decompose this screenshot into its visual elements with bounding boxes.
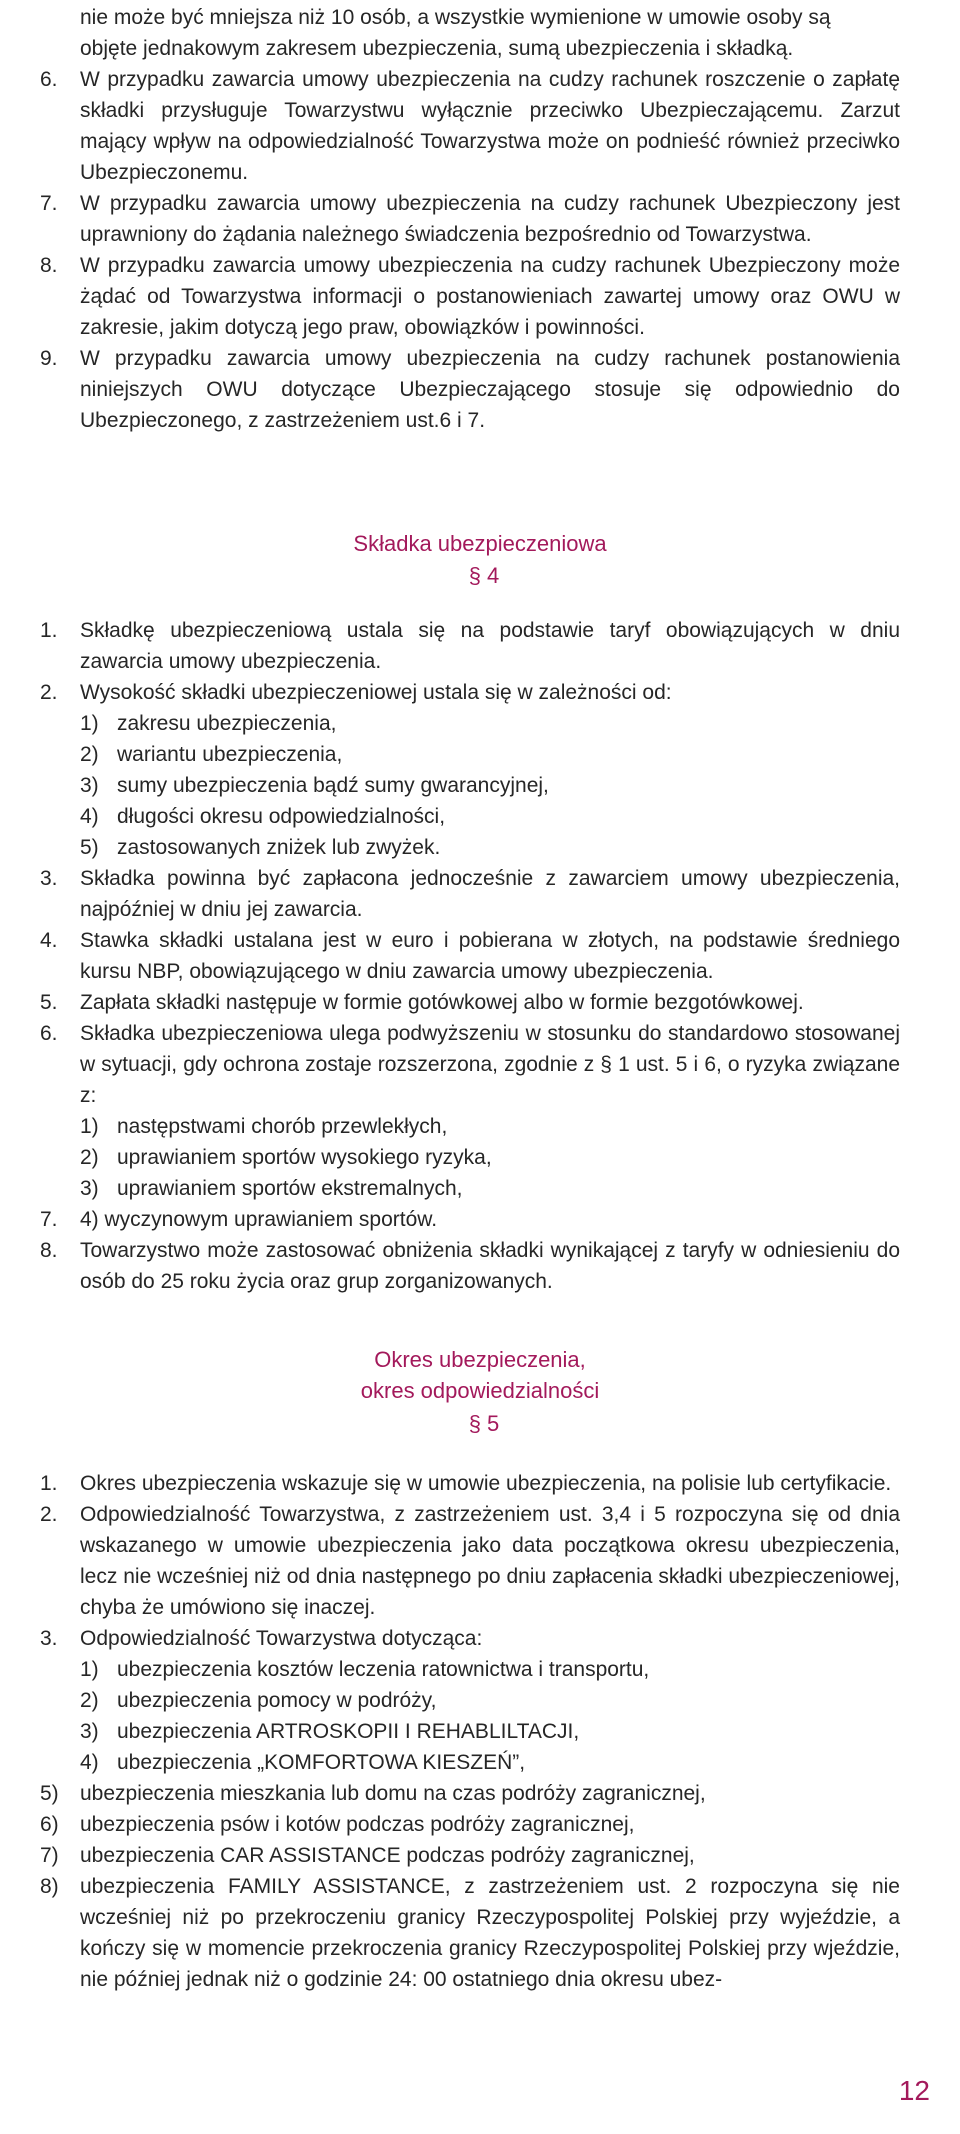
section5-body <box>40 1468 900 1995</box>
sub-item-text: sumy ubezpieczenia bądź sumy gwarancyjnej, <box>117 774 549 797</box>
heading-line-2: okres odpowiedzialności <box>360 1378 600 1403</box>
sub-list-item <box>40 1111 900 1142</box>
list-item <box>40 615 900 677</box>
list-item <box>40 1871 900 1995</box>
item-text: Wysokość składki ubezpieczeniowej ustala się w zależności od: <box>80 681 672 704</box>
paragraph-symbol-4: § 4 <box>468 563 500 588</box>
list-item <box>40 250 900 343</box>
list-item <box>40 343 900 436</box>
sub-list-item <box>40 739 900 770</box>
item-number: 1. <box>40 1472 58 1495</box>
list-item <box>40 1204 900 1235</box>
item-number: 2. <box>40 681 58 704</box>
sub-list-item <box>40 1173 900 1204</box>
sub-list-item <box>40 1142 900 1173</box>
sub-list-item <box>40 1716 900 1747</box>
item-number: 6. <box>40 68 58 91</box>
item-text: 4) wyczynowym uprawianiem sportów. <box>80 1208 438 1231</box>
list-item <box>40 1235 900 1297</box>
sub-list-item <box>40 832 900 863</box>
sub-item-number: 4) <box>80 805 99 828</box>
item-number: 6) <box>40 1813 59 1836</box>
sub-item-number: 2) <box>80 1689 99 1712</box>
item-text: Stawka składki ustalana jest w euro i pobierana w złotych, na podstawie średniego kursu NBP, obowiązującego w dniu zawarcia umowy ubezpieczenia. <box>80 929 900 983</box>
section4-body <box>40 615 900 1297</box>
item-text: Składka ubezpieczeniowa ulega podwyższeniu w stosunku do standardowo stosowanej w sytuacji, gdy ochrona zostaje rozszerzona, zgodnie z § 1 ust. 5 i 6, o ryzyka związane z: <box>80 1022 900 1107</box>
sub-item-text: długości okresu odpowiedzialności, <box>117 805 446 828</box>
item-number: 4. <box>40 929 58 952</box>
sub-item-number: 1) <box>80 1115 99 1138</box>
sub-list-item <box>40 1685 900 1716</box>
sub-item-text: zastosowanych zniżek lub zwyżek. <box>117 836 441 859</box>
continuation-line-1: nie może być mniejsza niż 10 osób, a wszystkie wymienione w umowie osoby są <box>80 6 831 29</box>
item-number: 3. <box>40 1627 58 1650</box>
item-text: ubezpieczenia CAR ASSISTANCE podczas podróży zagranicznej, <box>80 1844 695 1867</box>
sub-item-text: następstwami chorób przewlekłych, <box>117 1115 448 1138</box>
list-item <box>40 64 900 188</box>
item-number: 2. <box>40 1503 58 1526</box>
section-heading-period <box>0 1344 960 1406</box>
list-item <box>40 1809 900 1840</box>
sub-list-item <box>40 1654 900 1685</box>
sub-item-number: 2) <box>80 1146 99 1169</box>
item-number: 8. <box>40 1239 58 1262</box>
item-text: W przypadku zawarcia umowy ubezpieczenia na cudzy rachunek Ubezpieczony jest uprawniony do żądania należnego świadczenia bezpośrednio od Towarzystwa. <box>80 192 900 246</box>
sub-item-number: 4) <box>80 1751 99 1774</box>
item-number: 8) <box>40 1875 59 1898</box>
list-item <box>40 925 900 987</box>
heading-line-1: Okres ubezpieczenia, <box>374 1347 586 1372</box>
list-item <box>40 1468 900 1499</box>
list-item <box>40 1623 900 1654</box>
list-item <box>40 1778 900 1809</box>
list-item <box>40 1499 900 1623</box>
sub-item-number: 5) <box>80 836 99 859</box>
sub-item-text: wariantu ubezpieczenia, <box>117 743 343 766</box>
item-text: Zapłata składki następuje w formie gotówkowej albo w formie bezgotówkowej. <box>80 991 804 1014</box>
item-number: 9. <box>40 347 58 370</box>
item-number: 7) <box>40 1844 59 1867</box>
continuation-text <box>40 2 900 64</box>
list-item <box>40 1018 900 1111</box>
item-text: W przypadku zawarcia umowy ubezpieczenia na cudzy rachunek roszczenie o zapłatę składki przysługuje Towarzystwu wyłącznie przeciwko Ubezpieczającemu. Zarzut mający wpływ na odpowiedzialność Towarzystwa może on podnieść również przeciwko Ubezpieczonemu. <box>80 68 900 184</box>
page-number: 12 <box>898 2075 930 2106</box>
item-text: W przypadku zawarcia umowy ubezpieczenia na cudzy rachunek Ubezpieczony może żądać od Towarzystwa informacji o postanowieniach zawartej umowy oraz OWU w zakresie, jakim dotyczą jego praw, obowiązków i powinności. <box>80 254 900 339</box>
list-item <box>40 188 900 250</box>
list-item <box>40 987 900 1018</box>
item-number: 7. <box>40 192 58 215</box>
sub-item-text: zakresu ubezpieczenia, <box>117 712 337 735</box>
section3-continuation <box>40 2 900 436</box>
continuation-line-2: objęte jednakowym zakresem ubezpieczenia, sumą ubezpieczenia i składką. <box>80 37 794 60</box>
sub-item-number: 3) <box>80 1720 99 1743</box>
item-text: ubezpieczenia mieszkania lub domu na czas podróży zagranicznej, <box>80 1782 706 1805</box>
list-item <box>40 677 900 708</box>
list-item <box>40 1840 900 1871</box>
item-text: W przypadku zawarcia umowy ubezpieczenia na cudzy rachunek postanowienia niniejszych OWU dotyczące Ubezpieczającego stosuje się odpowiednio do Ubezpieczonego, z zastrzeżeniem ust.6 i 7. <box>80 347 900 432</box>
paragraph-symbol-5: § 5 <box>468 1411 500 1436</box>
sub-list-item <box>40 1747 900 1778</box>
item-number: 7. <box>40 1208 58 1231</box>
item-number: 1. <box>40 619 58 642</box>
sub-list-item <box>40 801 900 832</box>
item-text: ubezpieczenia psów i kotów podczas podróży zagranicznej, <box>80 1813 635 1836</box>
sub-item-number: 3) <box>80 774 99 797</box>
item-text: Odpowiedzialność Towarzystwa dotycząca: <box>80 1627 483 1650</box>
item-text: Towarzystwo może zastosować obniżenia składki wynikającej z taryfy w odniesieniu do osób do 25 roku życia oraz grup zorganizowanych. <box>80 1239 900 1293</box>
sub-item-number: 1) <box>80 712 99 735</box>
sub-item-text: ubezpieczenia kosztów leczenia ratownictwa i transportu, <box>117 1658 650 1681</box>
item-text: Składka powinna być zapłacona jednocześnie z zawarciem umowy ubezpieczenia, najpóźniej w dniu jej zawarcia. <box>80 867 900 921</box>
sub-item-text: ubezpieczenia pomocy w podróży, <box>117 1689 437 1712</box>
sub-item-text: uprawianiem sportów wysokiego ryzyka, <box>117 1146 492 1169</box>
item-text: ubezpieczenia FAMILY ASSISTANCE, z zastrzeżeniem ust. 2 rozpoczyna się nie wcześniej niż po przekroczeniu granicy Rzeczypospolitej Polskiej przy wyjeździe, a kończy się w momencie przekroczenia granicy Rzeczypospolitej Polskiej przy wjeździe, nie później jednak niż o godzinie 24: 00 ostatniego dnia okresu ubez- <box>80 1875 900 1991</box>
sub-list-item <box>40 708 900 739</box>
item-text: Odpowiedzialność Towarzystwa, z zastrzeżeniem ust. 3,4 i 5 rozpoczyna się od dnia wskazanego w umowie ubezpieczenia jako data początkowa okresu ubezpieczenia, lecz nie wcześniej niż od dnia następnego po dniu zapłacenia składki ubezpieczeniowej, chyba że umówiono się inaczej. <box>80 1503 900 1619</box>
item-number: 3. <box>40 867 58 890</box>
sub-item-text: ubezpieczenia „KOMFORTOWA KIESZEŃ”, <box>117 1751 526 1774</box>
item-number: 5. <box>40 991 58 1014</box>
item-text: Składkę ubezpieczeniową ustala się na podstawie taryf obowiązujących w dniu zawarcia umowy ubezpieczenia. <box>80 619 900 673</box>
section-heading-premium: Składka ubezpieczeniowa <box>353 531 607 556</box>
sub-item-text: uprawianiem sportów ekstremalnych, <box>117 1177 463 1200</box>
sub-item-number: 1) <box>80 1658 99 1681</box>
sub-item-number: 3) <box>80 1177 99 1200</box>
sub-item-text: ubezpieczenia ARTROSKOPII I REHABLILTACJI, <box>117 1720 580 1743</box>
item-text: Okres ubezpieczenia wskazuje się w umowie ubezpieczenia, na polisie lub certyfikacie. <box>80 1472 892 1495</box>
item-number: 6. <box>40 1022 58 1045</box>
list-item <box>40 863 900 925</box>
item-number: 5) <box>40 1782 59 1805</box>
item-number: 8. <box>40 254 58 277</box>
sub-item-number: 2) <box>80 743 99 766</box>
sub-list-item <box>40 770 900 801</box>
